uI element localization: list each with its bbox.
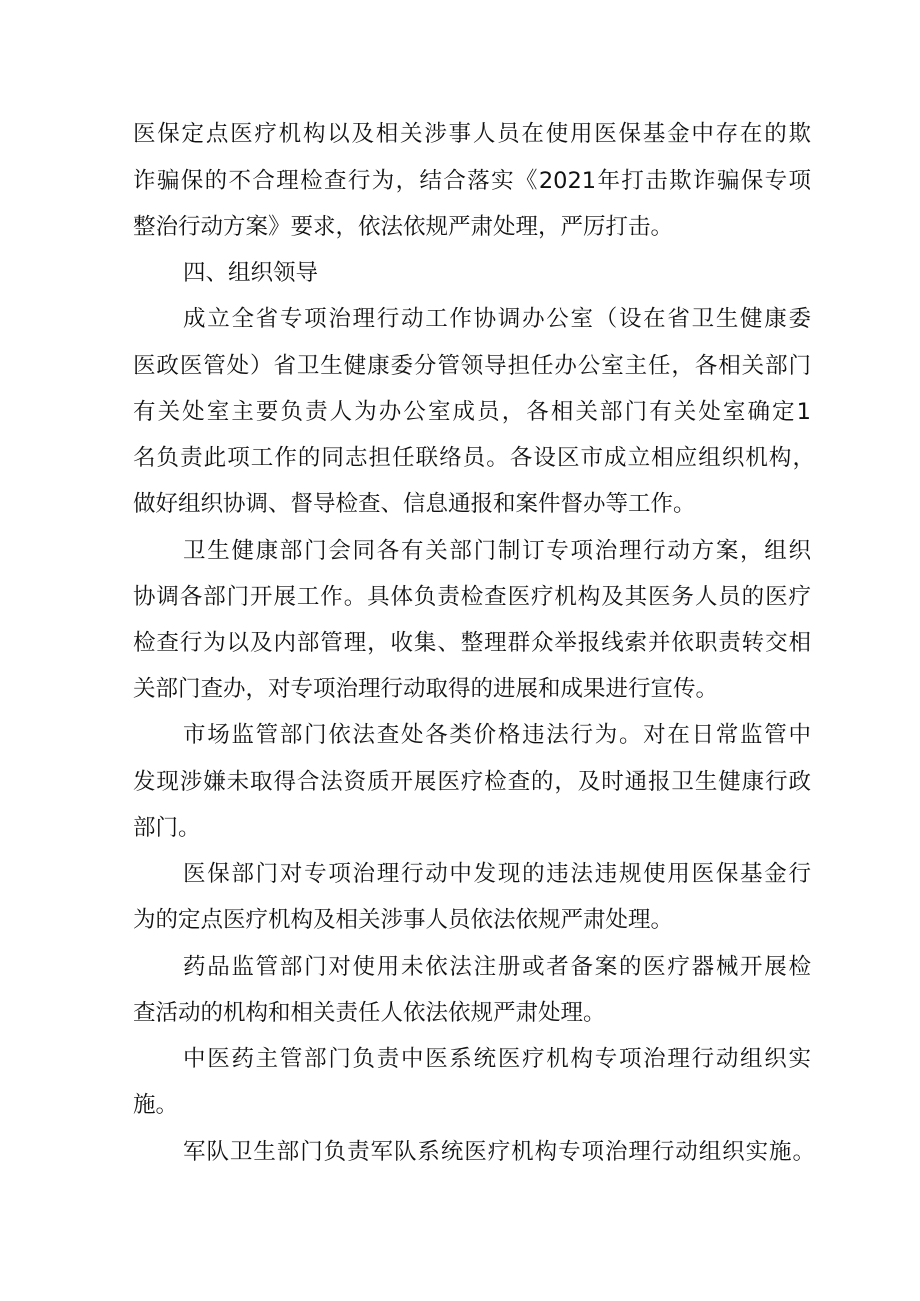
paragraph-line: 卫生健康部门会同各有关部门制订专项治理行动方案，组织 xyxy=(183,538,811,564)
paragraph-line: 药品监管部门对使用未依法注册或者备案的医疗器械开展检 xyxy=(183,954,811,980)
paragraph-line: 部门。 xyxy=(133,815,201,841)
paragraph-line: 军队卫生部门负责军队系统医疗机构专项治理行动组织实施。 xyxy=(183,1139,815,1165)
paragraph-line: 名负责此项工作的同志担任联络员。各设区市成立相应组织机构， xyxy=(133,445,815,471)
section-heading: 四、组织领导 xyxy=(183,260,319,286)
paragraph-line: 施。 xyxy=(133,1092,179,1118)
paragraph-line: 检查行为以及内部管理，收集、整理群众举报线索并依职责转交相 xyxy=(133,630,811,656)
paragraph-line: 市场监管部门依法查处各类价格违法行为。对在日常监管中 xyxy=(183,722,811,748)
paragraph-line: 医保部门对专项治理行动中发现的违法违规使用医保基金行 xyxy=(183,861,811,887)
paragraph-line: 查活动的机构和相关责任人依法依规严肃处理。 xyxy=(133,1000,606,1026)
paragraph-line: 为的定点医疗机构及相关涉事人员依法依规严肃处理。 xyxy=(133,907,674,933)
paragraph-line: 协调各部门开展工作。具体负责检查医疗机构及其医务人员的医疗 xyxy=(133,584,811,610)
paragraph-line: 医保定点医疗机构以及相关涉事人员在使用医保基金中存在的欺 xyxy=(133,121,811,147)
paragraph-line: 中医药主管部门负责中医系统医疗机构专项治理行动组织实 xyxy=(183,1046,811,1072)
paragraph-line: 做好组织协调、督导检查、信息通报和案件督办等工作。 xyxy=(133,491,696,517)
paragraph-line: 诈骗保的不合理检查行为，结合落实《2021年打击欺诈骗保专项 xyxy=(133,168,811,194)
paragraph-line: 医政医管处）省卫生健康委分管领导担任办公室主任，各相关部门 xyxy=(133,353,811,379)
paragraph-line: 整治行动方案》要求，依法依规严肃处理，严厉打击。 xyxy=(133,214,674,240)
paragraph-line: 关部门查办，对专项治理行动取得的进展和成果进行宣传。 xyxy=(133,676,719,702)
paragraph-line: 发现涉嫌未取得合法资质开展医疗检查的，及时通报卫生健康行政 xyxy=(133,769,811,795)
paragraph-line: 成立全省专项治理行动工作协调办公室（设在省卫生健康委 xyxy=(183,306,811,332)
paragraph-line: 有关处室主要负责人为办公室成员，各相关部门有关处室确定1 xyxy=(133,399,811,425)
